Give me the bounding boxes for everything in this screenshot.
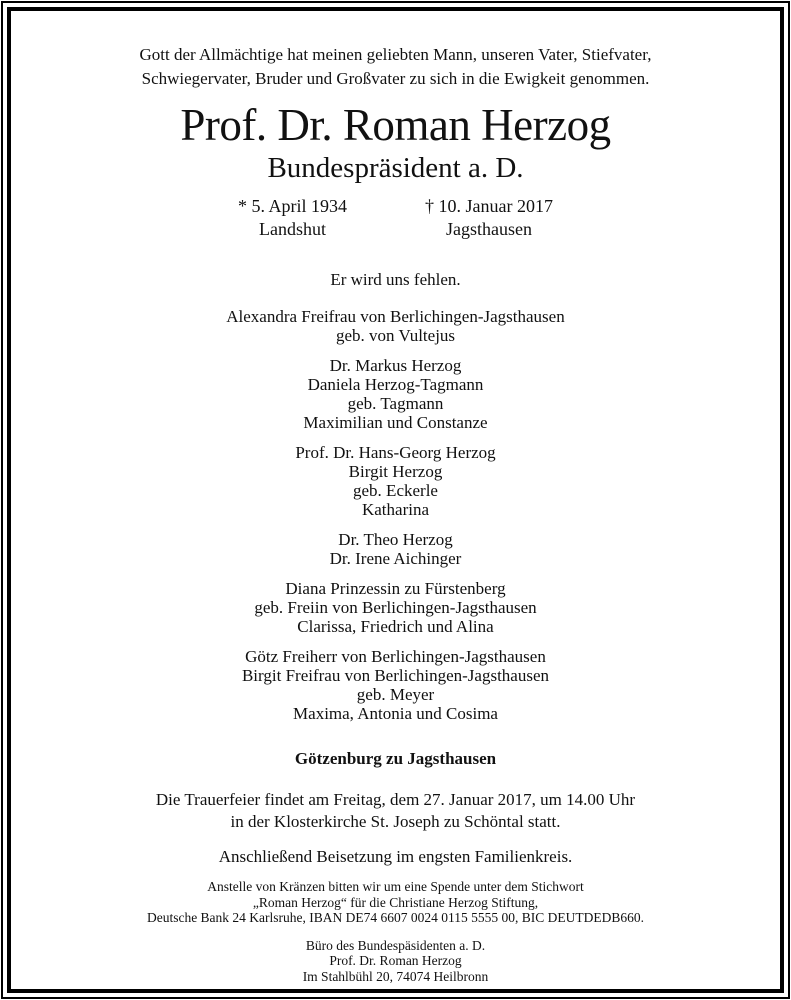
mourning-border-outer [1,1,790,999]
mourner-line: Maxima, Antonia und Cosima [293,704,498,723]
mourner-line: Birgit Herzog [348,462,443,481]
text-line: Schwiegervater, Bruder und Großvater zu sich in die Ewigkeit genommen. [141,69,650,88]
mourner-group [11,307,780,345]
mourner-line: geb. von Vultejus [335,326,456,345]
text-line: Gott der Allmächtige hat meinen geliebten Mann, unseren Vater, Stiefvater, [139,45,652,64]
text-line: Prof. Dr. Roman Herzog [329,953,462,968]
mourner-line: geb. Tagmann [347,394,444,413]
mourner-line: Diana Prinzessin zu Fürstenberg [285,579,506,598]
mourner-line: Clarissa, Friedrich und Alina [297,617,494,636]
birth-place: Landshut [259,219,326,239]
office-address [11,938,780,985]
funeral-details [11,789,780,832]
tribute-line: Er wird uns fehlen. [330,270,461,289]
mourner-line: Dr. Theo Herzog [338,530,453,549]
mourner-line: geb. Meyer [356,685,435,704]
mourner-line: Birgit Freifrau von Berlichingen-Jagsthausen [241,666,550,685]
mourners-list [11,307,780,723]
deceased-name: Prof. Dr. Roman Herzog [180,100,611,150]
mourner-group [11,579,780,636]
mourner-line: Alexandra Freifrau von Berlichingen-Jagsthausen [226,307,565,326]
mourner-group [11,356,780,432]
mourner-line: Dr. Markus Herzog [329,356,462,375]
mourner-line: geb. Freiin von Berlichingen-Jagsthausen [254,598,537,617]
text-line: Im Stahlbühl 20, 74074 Heilbronn [302,968,489,984]
mourner-line: Daniela Herzog-Tagmann [307,375,484,394]
donation-note [11,879,780,926]
mourner-group [11,443,780,519]
mourner-line: Götz Freiherr von Berlichingen-Jagsthausen [245,647,546,666]
mourner-line: Katharina [361,500,430,519]
mourner-line: geb. Eckerle [353,481,438,500]
text-line: Die Trauerfeier findet am Freitag, dem 27. Januar 2017, um 14.00 Uhr [155,790,636,809]
intro-text [11,43,780,91]
burial-note: Anschließend Beisetzung im engsten Familienkreis. [218,847,573,866]
death-date: † 10. Januar 2017 [425,196,553,216]
text-line: „Roman Herzog“ für die Christiane Herzog Stiftung, [252,894,539,910]
deceased-title: Bundespräsident a. D. [267,152,524,184]
text-line: Anstelle von Kränzen bitten wir um eine Spende unter dem Stichwort [207,879,584,894]
death-info [425,195,553,241]
death-place: Jagsthausen [446,219,532,239]
birth-info [238,195,347,241]
text-line: Büro des Bundespäsidenten a. D. [305,937,486,953]
text-line: Deutsche Bank 24 Karlsruhe, IBAN DE74 6607 0024 0115 5555 00, BIC DEUTDEDB660. [146,910,645,925]
text-line: in der Klosterkirche St. Joseph zu Schöntal statt. [230,811,561,831]
mourning-border-inner [7,7,784,993]
mourner-group [11,530,780,568]
mourner-line: Dr. Irene Aichinger [329,549,462,568]
mourner-line: Maximilian und Constanze [303,413,488,432]
mourner-line: Prof. Dr. Hans-Georg Herzog [295,443,496,462]
life-dates [11,195,780,241]
mourner-group [11,647,780,723]
birth-date: * 5. April 1934 [238,196,348,216]
obituary-content [11,11,780,984]
family-seat: Götzenburg zu Jagsthausen [294,749,497,768]
